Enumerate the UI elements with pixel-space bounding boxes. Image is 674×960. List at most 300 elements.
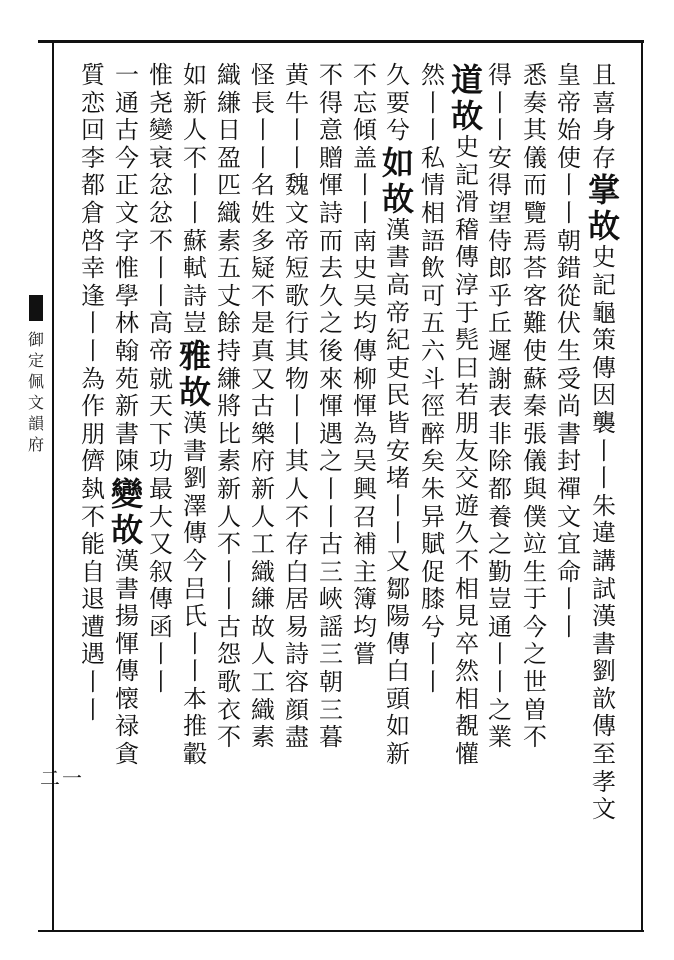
text-char: 盖 xyxy=(353,143,377,172)
text-column xyxy=(351,62,379,669)
text-char: 故 xyxy=(251,612,275,641)
text-char: 三 xyxy=(319,557,343,586)
text-char: 傳 xyxy=(455,243,479,272)
text-char: 朝 xyxy=(557,226,581,255)
text-char: 尚 xyxy=(557,392,581,421)
margin-char: 韻 xyxy=(28,414,45,433)
text-char: 丨 xyxy=(149,668,173,697)
margin-char: 御 xyxy=(28,330,45,349)
margin-label xyxy=(28,329,44,455)
text-char: 相 xyxy=(421,198,445,227)
text-char: 遇 xyxy=(81,640,105,669)
text-char: 一 xyxy=(115,61,139,89)
text-char: 高 xyxy=(149,309,173,338)
text-char: 高 xyxy=(386,270,410,299)
text-char: 忘 xyxy=(353,88,377,117)
text-char: 覽 xyxy=(523,198,547,227)
text-char: 儀 xyxy=(523,143,547,172)
text-char: 織 xyxy=(217,61,241,89)
text-char: 五 xyxy=(217,254,241,283)
text-char: 丨 xyxy=(353,171,377,200)
text-char: 能 xyxy=(81,530,105,559)
text-char: 謡 xyxy=(319,612,343,641)
text-char: 書 xyxy=(592,629,616,658)
text-char: 淳 xyxy=(455,270,479,299)
text-char: 身 xyxy=(592,116,616,145)
text-char: 怪 xyxy=(251,61,275,89)
text-char: 喜 xyxy=(592,88,616,117)
text-char: 若 xyxy=(455,381,479,410)
text-char: 尧 xyxy=(149,88,173,117)
text-char: 相 xyxy=(455,574,479,603)
text-char: 名 xyxy=(251,171,275,200)
text-char: 丨 xyxy=(183,198,207,227)
text-char: 織 xyxy=(251,695,275,724)
text-char: 遭 xyxy=(81,612,105,641)
text-char: 懐 xyxy=(115,684,139,713)
text-char: 主 xyxy=(353,557,377,586)
text-char: 文 xyxy=(285,198,309,227)
text-column xyxy=(215,62,243,752)
text-char: 埶 xyxy=(81,474,105,503)
text-char: 行 xyxy=(285,309,309,338)
text-char: 悉 xyxy=(523,61,547,89)
bottom-border xyxy=(38,930,644,932)
text-char: 丨 xyxy=(149,640,173,669)
text-char: 傳 xyxy=(115,657,139,686)
text-char: 講 xyxy=(592,546,616,575)
text-char: 蘇 xyxy=(523,364,547,393)
text-char: 不 xyxy=(455,546,479,575)
text-char: 人 xyxy=(285,474,309,503)
text-char: 函 xyxy=(149,612,173,641)
headword-char: 故 xyxy=(111,510,144,549)
text-char: 今 xyxy=(115,143,139,172)
text-char: 紀 xyxy=(386,326,410,355)
text-char: 覩 xyxy=(455,712,479,741)
text-char: 龜 xyxy=(592,298,616,327)
text-char: 頭 xyxy=(386,684,410,713)
text-char: 澤 xyxy=(183,491,207,520)
text-char: 苑 xyxy=(115,364,139,393)
text-char: 丨 xyxy=(592,436,616,465)
text-char: 丨 xyxy=(149,254,173,283)
text-char: 啓 xyxy=(81,226,105,255)
text-char: 白 xyxy=(285,557,309,586)
text-char: 傾 xyxy=(353,116,377,145)
text-char: 學 xyxy=(115,281,139,310)
text-char: 丨 xyxy=(488,640,512,669)
text-char: 存 xyxy=(592,143,616,172)
text-char: 丨 xyxy=(557,171,581,200)
text-column xyxy=(111,61,144,769)
margin-char: 定 xyxy=(28,351,45,370)
text-char: 兮 xyxy=(421,612,445,641)
text-char: 縑 xyxy=(217,88,241,117)
text-char: 功 xyxy=(149,447,173,476)
text-char: 素 xyxy=(251,723,275,752)
text-char: 作 xyxy=(81,392,105,421)
text-char: 襲 xyxy=(592,408,616,437)
text-char: 丨 xyxy=(81,336,105,365)
text-char: 不 xyxy=(81,502,105,531)
text-char: 皆 xyxy=(386,408,410,437)
text-char: 記 xyxy=(455,160,479,189)
text-char: 禄 xyxy=(115,712,139,741)
text-char: 古 xyxy=(115,116,139,145)
text-char: 魏 xyxy=(285,171,309,200)
text-char: 伏 xyxy=(557,309,581,338)
text-char: 卒 xyxy=(455,629,479,658)
text-column xyxy=(555,62,583,641)
text-char: 皇 xyxy=(557,61,581,89)
text-char: 質 xyxy=(81,61,105,89)
text-char: 今 xyxy=(523,612,547,641)
text-char: 吏 xyxy=(386,353,410,382)
text-char: 詩 xyxy=(319,198,343,227)
text-char: 持 xyxy=(217,336,241,365)
text-char: 策 xyxy=(592,326,616,355)
text-char: 逢 xyxy=(81,281,105,310)
text-char: 帝 xyxy=(285,226,309,255)
text-char: 丨 xyxy=(81,309,105,338)
text-char: 真 xyxy=(251,336,275,365)
headword-char: 掌 xyxy=(588,171,621,210)
text-char: 三 xyxy=(319,640,343,669)
text-char: 興 xyxy=(353,474,377,503)
text-char: 丨 xyxy=(149,281,173,310)
text-char: 傳 xyxy=(386,629,410,658)
text-char: 樂 xyxy=(251,419,275,448)
text-char: 相 xyxy=(455,684,479,713)
margin-char: 文 xyxy=(28,393,45,412)
text-column xyxy=(249,62,277,752)
text-char: 下 xyxy=(149,419,173,448)
text-char: 嘗 xyxy=(353,640,377,669)
text-char: 帝 xyxy=(557,88,581,117)
text-char: 林 xyxy=(115,309,139,338)
text-char: 是 xyxy=(251,309,275,338)
text-char: 友 xyxy=(455,436,479,465)
text-char: 新 xyxy=(183,88,207,117)
text-char: 漢 xyxy=(386,215,410,244)
text-char: 為 xyxy=(81,364,105,393)
text-char: 使 xyxy=(557,143,581,172)
text-char: 古 xyxy=(251,392,275,421)
margin-strip xyxy=(28,295,44,455)
text-char: 可 xyxy=(421,281,445,310)
text-char: 丨 xyxy=(319,502,343,531)
text-char: 情 xyxy=(421,171,445,200)
text-char: 又 xyxy=(251,364,275,393)
text-char: 暮 xyxy=(319,723,343,752)
text-char: 之 xyxy=(319,447,343,476)
text-char: 禪 xyxy=(557,474,581,503)
text-char: 丨 xyxy=(285,116,309,145)
text-char: 丨 xyxy=(183,171,207,200)
text-char: 新 xyxy=(251,474,275,503)
fishtail-mark xyxy=(29,295,43,321)
text-char: 得 xyxy=(488,171,512,200)
text-char: 朱 xyxy=(421,474,445,503)
text-char: 都 xyxy=(81,171,105,200)
text-char: 今 xyxy=(183,546,207,575)
text-char: 于 xyxy=(455,298,479,327)
text-char: 賦 xyxy=(421,530,445,559)
text-char: 遲 xyxy=(488,336,512,365)
text-char: 奏 xyxy=(523,88,547,117)
text-char: 陽 xyxy=(386,602,410,631)
text-char: 幸 xyxy=(81,254,105,283)
text-char: 丨 xyxy=(319,474,343,503)
text-char: 顔 xyxy=(285,695,309,724)
text-char: 漢 xyxy=(183,408,207,437)
text-char: 將 xyxy=(217,392,241,421)
text-char: 丨 xyxy=(421,668,445,697)
text-char: 勤 xyxy=(488,557,512,586)
text-char: 丨 xyxy=(217,585,241,614)
text-char: 試 xyxy=(592,574,616,603)
text-char: 書 xyxy=(386,243,410,272)
text-char: 曽 xyxy=(523,695,547,724)
text-char: 滑 xyxy=(455,188,479,217)
text-char: 封 xyxy=(557,447,581,476)
text-char: 且 xyxy=(592,61,616,89)
text-char: 違 xyxy=(592,519,616,548)
text-char: 除 xyxy=(488,447,512,476)
text-char: 推 xyxy=(183,712,207,741)
text-char: 丨 xyxy=(183,657,207,686)
headword-char: 故 xyxy=(588,207,621,246)
text-char: 錯 xyxy=(557,254,581,283)
text-char: 客 xyxy=(523,281,547,310)
text-char: 僕 xyxy=(523,502,547,531)
text-char: 私 xyxy=(421,143,445,172)
text-char: 堵 xyxy=(386,464,410,493)
text-char: 見 xyxy=(455,602,479,631)
text-char: 蘇 xyxy=(183,226,207,255)
text-char: 人 xyxy=(251,640,275,669)
text-column xyxy=(79,62,107,724)
text-char: 多 xyxy=(251,226,275,255)
right-border xyxy=(641,40,643,932)
text-char: 南 xyxy=(353,226,377,255)
text-char: 通 xyxy=(488,612,512,641)
text-char: 曰 xyxy=(455,353,479,382)
text-char: 吴 xyxy=(353,447,377,476)
text-char: 遇 xyxy=(319,419,343,448)
text-char: 易 xyxy=(285,612,309,641)
text-char: 素 xyxy=(217,226,241,255)
text-char: 丨 xyxy=(421,88,445,117)
text-char: 秦 xyxy=(523,392,547,421)
text-char: 歌 xyxy=(285,281,309,310)
text-char: 丨 xyxy=(285,392,309,421)
text-char: 吕 xyxy=(183,574,207,603)
text-column xyxy=(317,62,345,752)
text-char: 貪 xyxy=(115,740,139,769)
text-char: 受 xyxy=(557,364,581,393)
text-char: 丨 xyxy=(285,419,309,448)
text-char: 其 xyxy=(523,116,547,145)
text-char: 竝 xyxy=(523,530,547,559)
text-char: 丨 xyxy=(557,198,581,227)
text-column xyxy=(451,61,484,769)
text-char: 忿 xyxy=(149,198,173,227)
text-char: 書 xyxy=(115,574,139,603)
text-char: 養 xyxy=(488,502,512,531)
text-char: 命 xyxy=(557,557,581,586)
text-char: 退 xyxy=(81,585,105,614)
text-char: 六 xyxy=(421,336,445,365)
text-char: 丨 xyxy=(557,612,581,641)
text-char: 歌 xyxy=(217,668,241,697)
text-char: 白 xyxy=(386,657,410,686)
text-char: 餘 xyxy=(217,309,241,338)
text-char: 忿 xyxy=(149,171,173,200)
text-char: 丨 xyxy=(217,557,241,586)
text-char: 安 xyxy=(386,436,410,465)
text-char: 倉 xyxy=(81,198,105,227)
text-char: 黄 xyxy=(285,61,309,89)
text-char: 人 xyxy=(217,502,241,531)
text-char: 乎 xyxy=(488,281,512,310)
text-char: 來 xyxy=(319,364,343,393)
text-char: 正 xyxy=(115,171,139,200)
text-char: 簿 xyxy=(353,585,377,614)
text-char: 丨 xyxy=(285,143,309,172)
text-char: 兮 xyxy=(386,116,410,145)
text-char: 焉 xyxy=(523,226,547,255)
text-char: 歆 xyxy=(592,684,616,713)
text-char: 與 xyxy=(523,474,547,503)
text-char: 懽 xyxy=(455,740,479,769)
text-char: 容 xyxy=(285,668,309,697)
text-char: 劉 xyxy=(592,657,616,686)
text-char: 帝 xyxy=(149,336,173,365)
text-char: 大 xyxy=(149,502,173,531)
text-char: 儀 xyxy=(523,447,547,476)
text-char: 織 xyxy=(217,198,241,227)
text-char: 傳 xyxy=(592,712,616,741)
text-char: 新 xyxy=(217,474,241,503)
text-char: 後 xyxy=(319,336,343,365)
text-char: 字 xyxy=(115,226,139,255)
text-char: 物 xyxy=(285,364,309,393)
text-char: 世 xyxy=(523,668,547,697)
text-char: 郎 xyxy=(488,254,512,283)
text-char: 如 xyxy=(386,712,410,741)
text-char: 長 xyxy=(251,88,275,117)
text-char: 髡 xyxy=(455,326,479,355)
text-char: 柳 xyxy=(353,364,377,393)
text-char: 侍 xyxy=(488,226,512,255)
text-char: 久 xyxy=(386,61,410,89)
text-column xyxy=(147,62,175,697)
text-char: 朋 xyxy=(455,408,479,437)
text-char: 于 xyxy=(523,585,547,614)
text-char: 縑 xyxy=(251,585,275,614)
text-char: 朋 xyxy=(81,419,105,448)
text-char: 稽 xyxy=(455,215,479,244)
text-char: 不 xyxy=(353,61,377,89)
text-char: 漢 xyxy=(115,546,139,575)
text-char: 不 xyxy=(217,723,241,752)
headword-char: 故 xyxy=(382,179,415,218)
text-char: 為 xyxy=(353,419,377,448)
text-char: 生 xyxy=(557,336,581,365)
text-char: 不 xyxy=(251,281,275,310)
text-char: 豈 xyxy=(183,309,207,338)
text-char: 惲 xyxy=(115,629,139,658)
text-char: 之 xyxy=(488,695,512,724)
text-char: 表 xyxy=(488,392,512,421)
text-char: 丨 xyxy=(421,640,445,669)
text-char: 傳 xyxy=(592,353,616,382)
text-char: 望 xyxy=(488,198,512,227)
text-char: 遊 xyxy=(455,491,479,520)
text-char: 久 xyxy=(455,519,479,548)
text-char: 促 xyxy=(421,557,445,586)
text-char: 詩 xyxy=(183,281,207,310)
text-char: 异 xyxy=(421,502,445,531)
headword-char: 故 xyxy=(179,372,212,411)
text-char: 李 xyxy=(81,143,105,172)
text-char: 翰 xyxy=(115,336,139,365)
text-char: 轂 xyxy=(183,740,207,769)
text-char: 矣 xyxy=(421,447,445,476)
text-char: 從 xyxy=(557,281,581,310)
text-char: 然 xyxy=(421,61,445,89)
text-char: 書 xyxy=(557,419,581,448)
text-char: 詩 xyxy=(285,640,309,669)
text-column xyxy=(179,61,212,769)
text-char: 傳 xyxy=(183,519,207,548)
text-char: 去 xyxy=(319,254,343,283)
text-char: 衣 xyxy=(217,695,241,724)
text-char: 都 xyxy=(488,474,512,503)
text-char: 史 xyxy=(353,254,377,283)
text-char: 鄒 xyxy=(386,574,410,603)
text-char: 安 xyxy=(488,143,512,172)
text-char: 人 xyxy=(183,116,207,145)
text-char: 難 xyxy=(523,309,547,338)
text-char: 斗 xyxy=(421,364,445,393)
text-char: 非 xyxy=(488,419,512,448)
text-char: 丈 xyxy=(217,281,241,310)
headword-char: 故 xyxy=(451,97,484,135)
text-char: 豈 xyxy=(488,585,512,614)
text-char: 孝 xyxy=(592,767,616,796)
text-char: 而 xyxy=(523,171,547,200)
text-char: 史 xyxy=(592,243,616,272)
text-char: 不 xyxy=(285,502,309,531)
text-char: 新 xyxy=(386,740,410,769)
text-char: 丨 xyxy=(488,88,512,117)
text-char: 素 xyxy=(217,447,241,476)
text-char: 不 xyxy=(149,226,173,255)
text-char: 不 xyxy=(183,143,207,172)
text-char: 之 xyxy=(523,640,547,669)
text-char: 得 xyxy=(319,88,343,117)
text-char: 惟 xyxy=(149,61,173,89)
text-char: 生 xyxy=(523,557,547,586)
text-char: 工 xyxy=(251,668,275,697)
text-char: 丨 xyxy=(488,668,512,697)
text-char: 民 xyxy=(386,381,410,410)
text-char: 氏 xyxy=(183,602,207,631)
text-char: 交 xyxy=(455,464,479,493)
